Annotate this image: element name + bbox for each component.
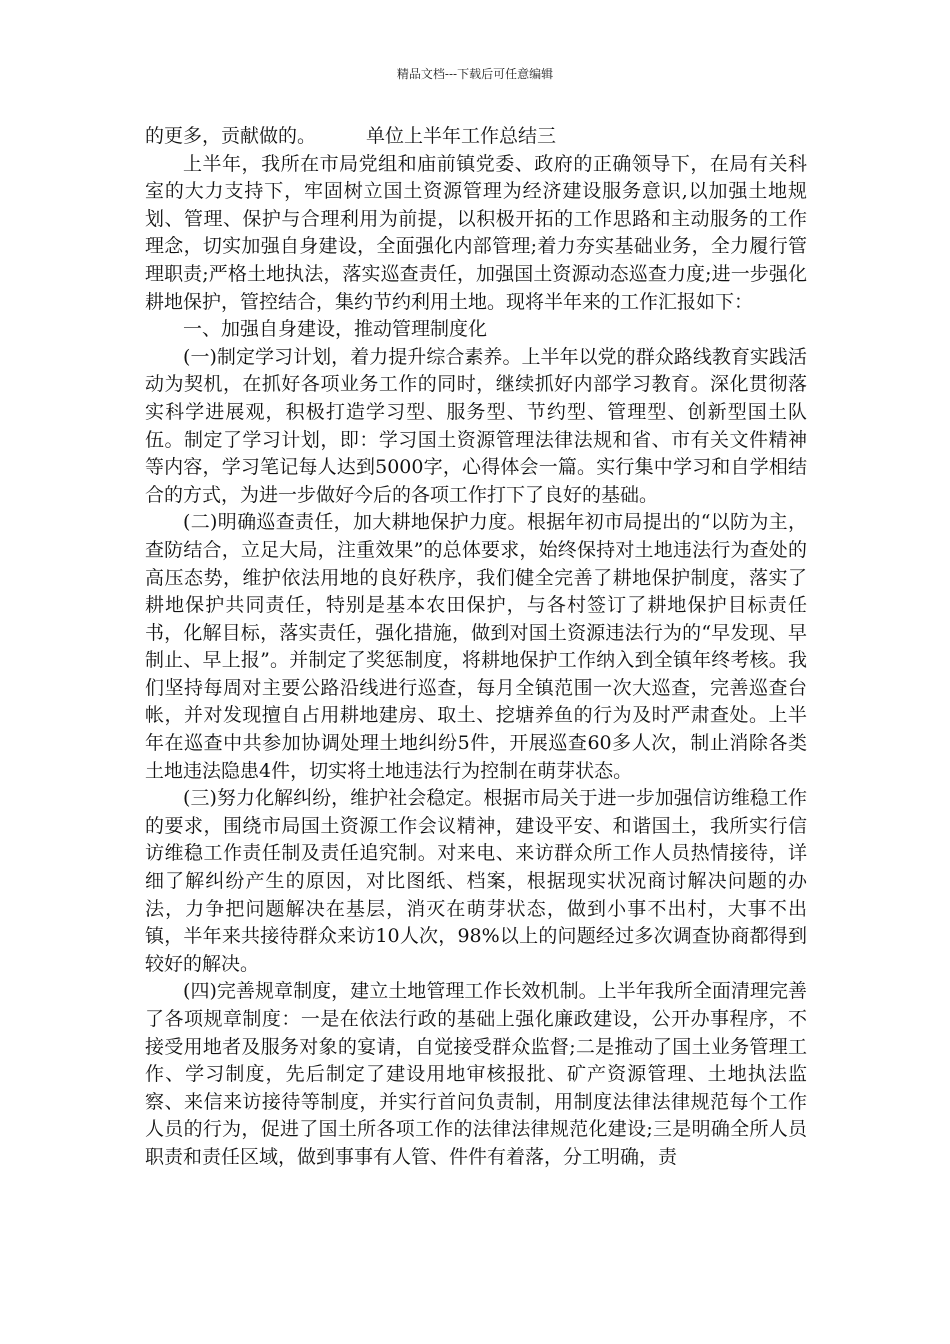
intro-tail: 的更多，贡献做的。 <box>145 125 317 147</box>
intro-line <box>145 123 807 151</box>
document-body <box>145 123 807 1172</box>
paragraph: (一)制定学习计划，着力提升综合素养。上半年以党的群众路线教育实践活动为契机，在抓好各项业务工作的同时，继续抓好内部学习教育。深化贯彻落实科学进展观，积极打造学习型、服务型、节约型、管理型、创新型国土队伍。制定了学习计划，即：学习国土资源管理法律法规和省、市有关文件精神等内容，学习笔记每人达到5000字，心得体会一篇。实行集中学习和自学相结合的方式，为进一步做好今后的各项工作打下了良好的基础。 <box>145 345 807 506</box>
paragraph: (二)明确巡查责任，加大耕地保护力度。根据年初市局提出的“以防为主，查防结合，立足大局，注重效果”的总体要求，始终保持对土地违法行为查处的高压态势，维护依法用地的良好秩序，我们健全完善了耕地保护制度，落实了耕地保护共同责任，特别是基本农田保护，与各村签订了耕地保护目标责任书，化解目标，落实责任，强化措施，做到对国土资源违法行为的“早发现、早制止、早上报”。并制定了奖惩制度，将耕地保护工作纳入到全镇年终考核。我们坚持每周对主要公路沿线进行巡查，每月全镇范围一次大巡查，完善巡查台帐，并对发现擅自占用耕地建房、取土、挖塘养鱼的行为及时严肃查处。上半年在巡查中共参加协调处理土地纠纷5件，开展巡查60多人次，制止消除各类土地违法隐患4件，切实将土地违法行为控制在萌芽状态。 <box>145 511 807 782</box>
paragraph: 上半年，我所在市局党组和庙前镇党委、政府的正确领导下，在局有关科室的大力支持下，牢固树立国土资源管理为经济建设服务意识,以加强土地规划、管理、保护与合理利用为前提，以积极开拓的工作思路和主动服务的工作理念，切实加强自身建设，全面强化内部管理;着力夯实基础业务，全力履行管理职责;严格土地执法，落实巡查责任，加强国土资源动态巡查力度;进一步强化耕地保护，管控结合，集约节约利用土地。现将半年来的工作汇报如下： <box>145 152 807 313</box>
section-heading: 一、加强自身建设，推动管理制度化 <box>183 318 488 341</box>
paragraph: (三)努力化解纠纷，维护社会稳定。根据市局关于进一步加强信访维稳工作的要求，围绕市局国土资源工作会议精神，建设平安、和谐国土，我所实行信访维稳工作责任制及责任追究制。对来电、来访群众所工作人员热情接待，详细了解纠纷产生的原因，对比图纸、档案，根据现实状况商讨解决问题的办法，力争把问题解决在基层，消灭在萌芽状态，做到小事不出村，大事不出镇，半年来共接待群众来访10人次，98%以上的问题经过多次调查协商都得到较好的解决。 <box>145 787 807 975</box>
page-header: 精品文档---下载后可任意编辑 <box>396 67 554 81</box>
document-title: 单位上半年工作总结三 <box>366 125 557 147</box>
paragraph: (四)完善规章制度，建立土地管理工作长效机制。上半年我所全面清理完善了各项规章制度：一是在依法行政的基础上强化廉政建设，公开办事程序，不接受用地者及服务对象的宴请，自觉接受群众监督;二是推动了国土业务管理工作、学习制度，先后制定了建设用地审核报批、矿产资源管理、土地执法监察、来信来访接待等制度，并实行首问负责制，用制度法律法律规范每个工作人员的行为，促进了国土所各项工作的法律法律规范化建设;三是明确全所人员职责和责任区域，做到事事有人管、件件有着落，分工明确，责 <box>145 980 807 1168</box>
